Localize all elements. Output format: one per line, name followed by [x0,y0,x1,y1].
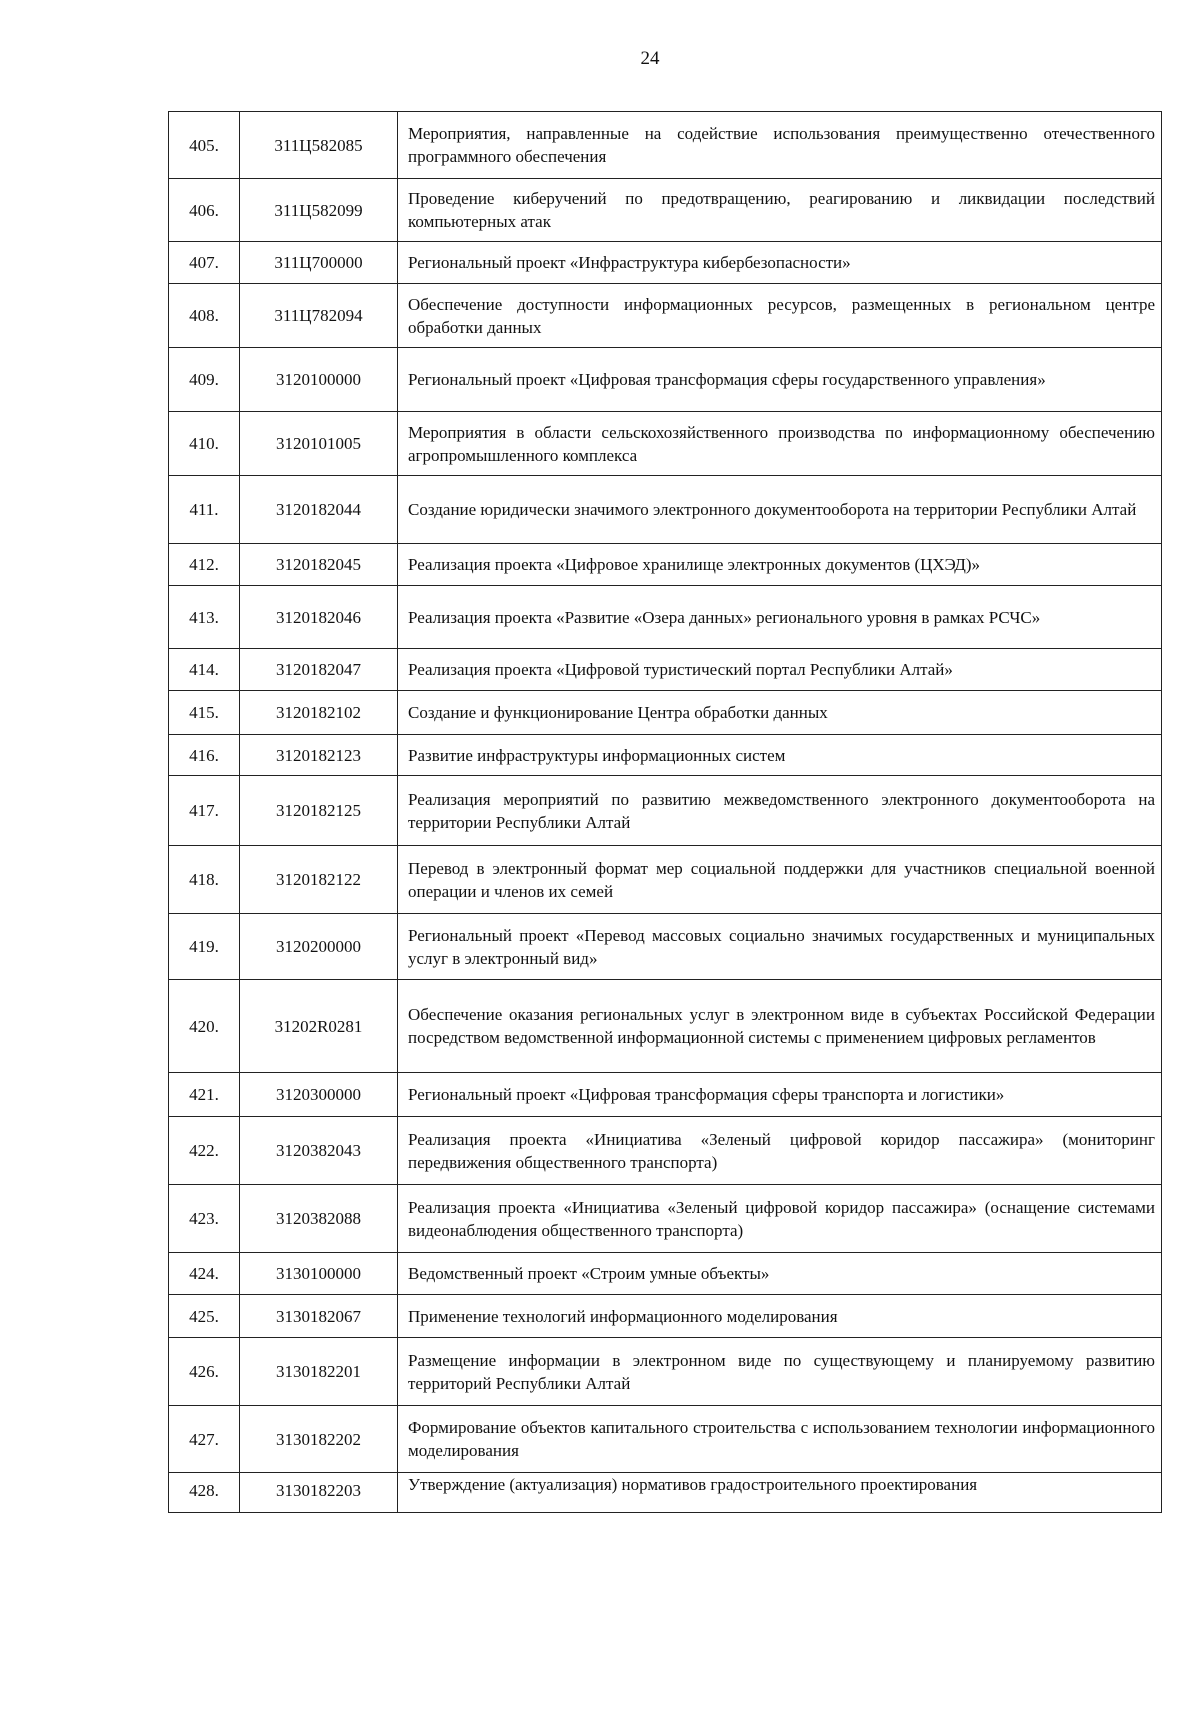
table-row [169,586,1162,649]
row-code: 311Ц582099 [240,179,398,242]
table-row [169,1073,1162,1117]
row-code: 3120182045 [240,544,398,586]
row-description: Региональный проект «Цифровая трансформация сферы транспорта и логистики» [398,1073,1162,1117]
row-number: 415. [169,691,240,735]
table-row [169,735,1162,776]
table-row [169,412,1162,476]
page-number: 24 [640,48,660,69]
row-description: Утверждение (актуализация) нормативов градостроительного проектирования [398,1473,1162,1513]
row-description: Реализация проекта «Инициатива «Зеленый цифровой коридор пассажира» (мониторинг передвижения общественного транспорта) [398,1117,1162,1185]
row-code: 3130182203 [240,1473,398,1513]
row-number: 428. [169,1473,240,1513]
table-row [169,1338,1162,1406]
table-row [169,284,1162,348]
row-description: Мероприятия в области сельскохозяйственного производства по информационному обеспечению агропромышленного комплекса [398,412,1162,476]
row-description: Реализация проекта «Цифровое хранилище электронных документов (ЦХЭД)» [398,544,1162,586]
table-row [169,1295,1162,1338]
table-row [169,242,1162,284]
row-number: 421. [169,1073,240,1117]
row-description: Реализация проекта «Инициатива «Зеленый цифровой коридор пассажира» (оснащение системами видеонаблюдения общественного транспорта) [398,1185,1162,1253]
row-code: 3120300000 [240,1073,398,1117]
row-number: 416. [169,735,240,776]
table-row [169,776,1162,846]
table-row [169,1406,1162,1473]
row-code: 311Ц582085 [240,112,398,179]
row-number: 405. [169,112,240,179]
row-code: 3120182044 [240,476,398,544]
row-number: 426. [169,1338,240,1406]
row-code: 31202R0281 [240,980,398,1073]
row-description: Реализация проекта «Развитие «Озера данных» регионального уровня в рамках РСЧС» [398,586,1162,649]
row-code: 3120182125 [240,776,398,846]
row-code: 3120182122 [240,846,398,914]
table-row [169,980,1162,1073]
row-number: 427. [169,1406,240,1473]
row-description: Региональный проект «Цифровая трансформация сферы государственного управления» [398,348,1162,412]
row-number: 406. [169,179,240,242]
row-number: 411. [169,476,240,544]
row-code: 3120182046 [240,586,398,649]
budget-classification-table [168,111,1162,1513]
row-code: 3130182202 [240,1406,398,1473]
row-description: Ведомственный проект «Строим умные объекты» [398,1253,1162,1295]
row-code: 3120200000 [240,914,398,980]
row-code: 3120182047 [240,649,398,691]
row-number: 420. [169,980,240,1073]
row-number: 414. [169,649,240,691]
row-code: 3120100000 [240,348,398,412]
row-code: 3120182102 [240,691,398,735]
row-code: 3130100000 [240,1253,398,1295]
row-number: 424. [169,1253,240,1295]
row-code: 3120101005 [240,412,398,476]
table-row [169,1117,1162,1185]
row-description: Создание юридически значимого электронного документооборота на территории Республики Алтай [398,476,1162,544]
row-number: 413. [169,586,240,649]
row-description: Формирование объектов капитального строительства с использованием технологии информационного моделирования [398,1406,1162,1473]
row-number: 425. [169,1295,240,1338]
row-code: 311Ц782094 [240,284,398,348]
row-number: 409. [169,348,240,412]
table-row [169,476,1162,544]
row-description: Перевод в электронный формат мер социальной поддержки для участников специальной военной операции и членов их семей [398,846,1162,914]
row-description: Обеспечение доступности информационных ресурсов, размещенных в региональном центре обработки данных [398,284,1162,348]
row-number: 410. [169,412,240,476]
row-code: 3120382088 [240,1185,398,1253]
row-number: 412. [169,544,240,586]
row-description: Реализация мероприятий по развитию межведомственного электронного документооборота на территории Республики Алтай [398,776,1162,846]
table-row [169,179,1162,242]
table-row [169,1185,1162,1253]
row-description: Размещение информации в электронном виде по существующему и планируемому развитию территорий Республики Алтай [398,1338,1162,1406]
row-description: Развитие инфраструктуры информационных систем [398,735,1162,776]
row-code: 3130182067 [240,1295,398,1338]
table-row [169,1473,1162,1513]
row-description: Реализация проекта «Цифровой туристический портал Республики Алтай» [398,649,1162,691]
row-description: Проведение киберучений по предотвращению, реагированию и ликвидации последствий компьютерных атак [398,179,1162,242]
row-code: 3130182201 [240,1338,398,1406]
row-description: Создание и функционирование Центра обработки данных [398,691,1162,735]
row-description: Региональный проект «Инфраструктура кибербезопасности» [398,242,1162,284]
row-code: 311Ц700000 [240,242,398,284]
row-number: 417. [169,776,240,846]
table-row [169,691,1162,735]
row-number: 419. [169,914,240,980]
table-row [169,914,1162,980]
row-description: Региональный проект «Перевод массовых социально значимых государственных и муниципальных услуг в электронный вид» [398,914,1162,980]
table-row [169,544,1162,586]
row-number: 407. [169,242,240,284]
row-description: Применение технологий информационного моделирования [398,1295,1162,1338]
table-row [169,112,1162,179]
row-number: 423. [169,1185,240,1253]
table-row [169,649,1162,691]
table-row [169,1253,1162,1295]
row-description: Мероприятия, направленные на содействие использования преимущественно отечественного программного обеспечения [398,112,1162,179]
row-description: Обеспечение оказания региональных услуг в электронном виде в субъектах Российской Федерации посредством ведомственной информационной системы с применением цифровых регламентов [398,980,1162,1073]
row-code: 3120182123 [240,735,398,776]
table-row [169,348,1162,412]
row-code: 3120382043 [240,1117,398,1185]
row-number: 408. [169,284,240,348]
row-number: 422. [169,1117,240,1185]
table-row [169,846,1162,914]
row-number: 418. [169,846,240,914]
